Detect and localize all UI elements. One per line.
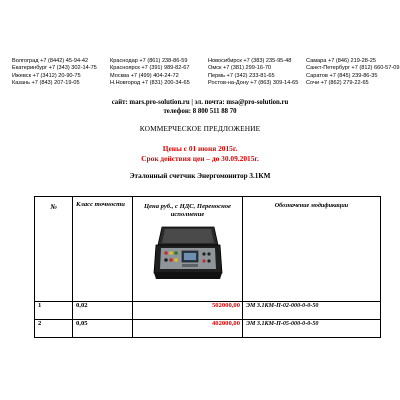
row-1-price: 502000,00	[133, 302, 243, 320]
table-row	[35, 320, 381, 338]
phone-line: телефон: 8 800 511 88 70	[163, 108, 237, 115]
price-date: Цены с 01 июня 2015г.	[162, 144, 238, 153]
contact-krasnodar: Краснодар +7 (861) 238-86-59	[110, 58, 188, 64]
table-row	[35, 302, 381, 320]
contacts-block	[12, 58, 400, 88]
row-2-modification: ЭМ 3.1КМ-П-05-000-0-0-50	[243, 320, 381, 338]
contact-moscow: Москва +7 (499) 404-24-72	[110, 72, 179, 79]
device-image-icon	[152, 225, 224, 281]
contact-ekaterinburg: Екатеринбург +7 (343) 302-14-75	[12, 65, 97, 72]
contact-krasnoyarsk: Красноярск +7 (391) 989-82-67	[110, 65, 190, 72]
row-1-num: 1	[35, 302, 73, 320]
table-header-row	[35, 197, 381, 302]
row-1-modification: ЭМ 3.1КМ-П-02-000-0-0-50	[243, 302, 381, 320]
contact-novosibirsk: Новосибирск +7 (383) 235-95-48	[208, 58, 292, 64]
contact-sochi: Сочи +7 (862) 279-22-65	[306, 80, 369, 87]
row-1-class: 0,02	[73, 302, 133, 320]
header-price	[133, 197, 243, 302]
contact-omsk: Омск +7 (381) 299-16-70	[208, 65, 272, 72]
contacts-column-3	[208, 58, 306, 88]
price-validity: Срок действия цен – до 30.09.2015г.	[141, 154, 259, 163]
contact-saratov: Саратов +7 (845) 239-86-35	[306, 72, 378, 79]
header-modification: Обозначение модификации	[243, 197, 381, 302]
row-2-class: 0,05	[73, 320, 133, 338]
contacts-column-1	[12, 58, 110, 88]
contacts-column-2	[110, 58, 208, 88]
contact-rostov: Ростов-на-Дону +7 (863) 309-14-65	[208, 80, 299, 87]
header-num: №	[35, 197, 73, 302]
contact-nnovgorod: Н.Новгород +7 (831) 200-34-65	[110, 80, 190, 87]
device-title: Эталонный счетчик Энергомонитор 3.1КМ	[129, 172, 271, 180]
contact-samara: Самара +7 (846) 219-28-25	[306, 58, 376, 64]
site-email-line: сайт: mars.pro-solution.ru | эл. почта: msa@pro-solution.ru	[111, 99, 289, 106]
contact-kazan: Казань +7 (843) 207-19-05	[12, 80, 80, 87]
contacts-column-4	[306, 58, 400, 88]
contact-izhevsk: Ижевск +7 (3412) 20-90-75	[12, 72, 81, 79]
contact-perm: Пермь +7 (342) 233-81-65	[208, 72, 275, 79]
header-accuracy-class: Класс точности	[73, 197, 133, 302]
row-2-num: 2	[35, 320, 73, 338]
contact-spb: Санкт-Петербург +7 (812) 660-57-09	[306, 65, 400, 72]
price-table	[34, 196, 381, 338]
row-2-price: 402000,00	[133, 320, 243, 338]
header-price-label: Цена руб., с НДС, Переносное исполнение	[144, 203, 231, 218]
contact-volgograd: Волгоград +7 (8442) 45-94-42	[12, 58, 89, 64]
document-title: КОММЕРЧЕСКОЕ ПРЕДЛОЖЕНИЕ	[139, 124, 261, 133]
